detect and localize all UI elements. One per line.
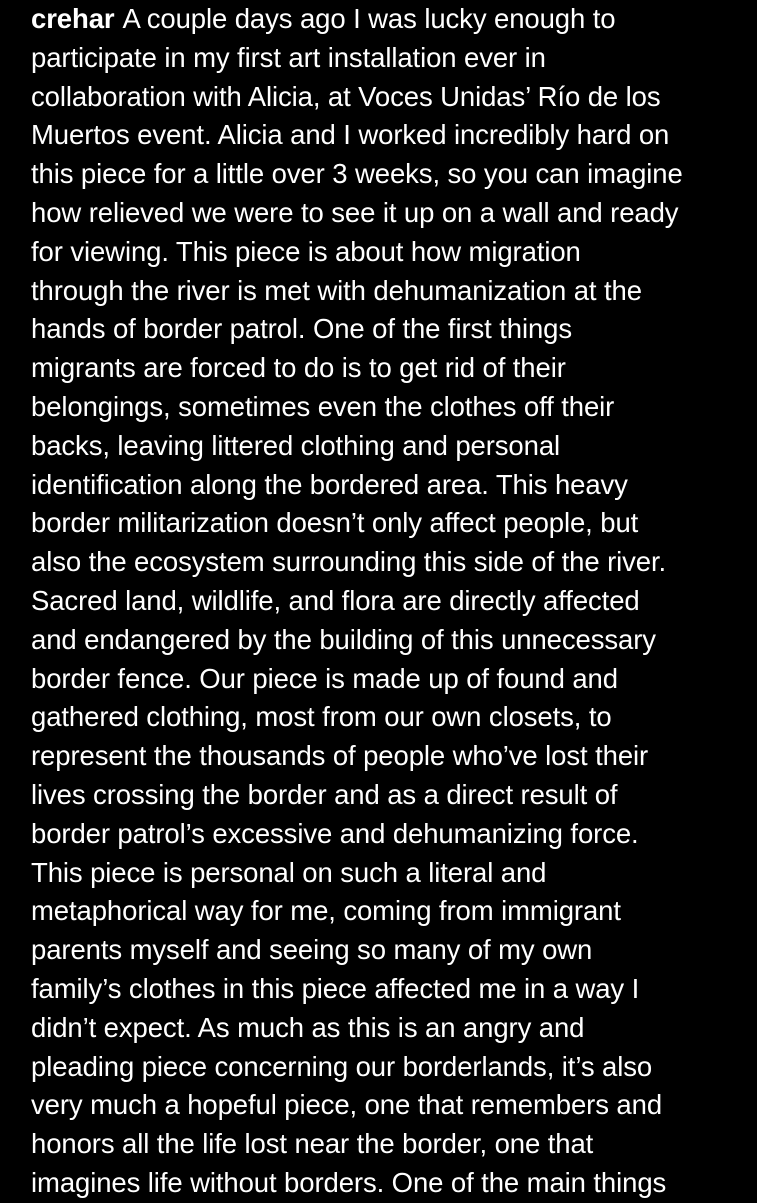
caption-line: imagines life without borders. One of the main things [31,1166,667,1198]
caption-line: border militarization doesn’t only affect people, but [31,507,639,539]
caption-line: participate in my first art installation ever in [31,41,546,73]
caption-line: hands of border patrol. One of the first things [31,313,573,345]
caption-line: very much a hopeful piece, one that remembers and [31,1089,663,1121]
caption-line: This piece is personal on such a literal and [31,856,547,888]
caption-line: border fence. Our piece is made up of found and [31,662,618,694]
post-caption [31,0,751,1203]
caption-line: pleading piece concerning our borderlands, it’s also [31,1050,653,1082]
caption-line: belongings, sometimes even the clothes off their [31,390,615,422]
caption-line: collaboration with Alicia, at Voces Unidas’ Río de los [31,80,661,112]
caption-line: also the ecosystem surrounding this side of the river. [31,546,667,578]
caption-line: through the river is met with dehumanization at the [31,274,642,306]
caption-line: Muertos event. Alicia and I worked incredibly hard on [31,119,670,151]
caption-line: identification along the bordered area. This heavy [31,468,628,500]
caption-line: family’s clothes in this piece affected me in a way I [31,972,640,1004]
caption-line: metaphorical way for me, coming from immigrant [31,895,621,927]
caption-text: A couple days ago I was lucky enough to [122,3,616,34]
caption-line: migrants are forced to do is to get rid of their [31,352,566,384]
caption-line: for viewing. This piece is about how migration [31,235,581,267]
username-link[interactable]: crehar [31,3,115,34]
caption-line: lives crossing the border and as a direct result of [31,778,618,810]
caption-line [31,0,751,39]
caption-line: honors all the life lost near the border, one that [31,1128,594,1160]
caption-line: parents myself and seeing so many of my own [31,934,593,966]
caption-line: didn’t expect. As much as this is an angry and [31,1011,585,1043]
caption-line: Sacred land, wildlife, and flora are directly affected [31,584,640,616]
caption-line: gathered clothing, most from our own closets, to [31,701,612,733]
caption-line: how relieved we were to see it up on a wall and ready [31,196,679,228]
caption-line: this piece for a little over 3 weeks, so you can imagine [31,158,683,190]
caption-line: border patrol’s excessive and dehumanizing force. [31,817,639,849]
caption-line: backs, leaving littered clothing and personal [31,429,561,461]
caption-line: represent the thousands of people who’ve lost their [31,740,649,772]
caption-line: and endangered by the building of this unnecessary [31,623,656,655]
